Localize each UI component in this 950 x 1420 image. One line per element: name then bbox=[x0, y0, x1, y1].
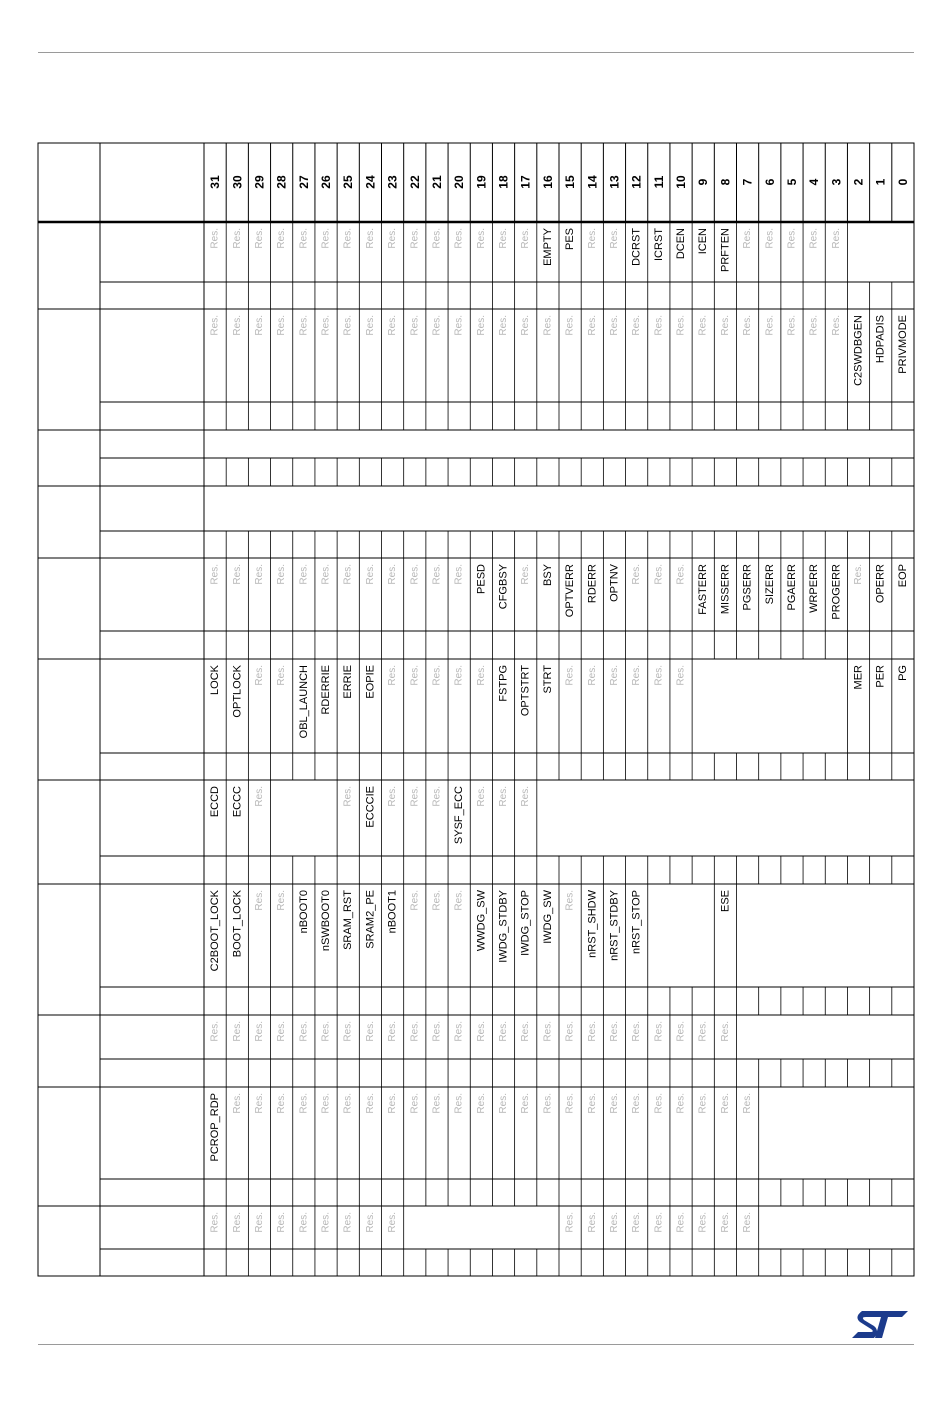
reserved-bit-label: Res. bbox=[453, 1093, 465, 1114]
bit-number: 31 bbox=[208, 175, 223, 189]
reserved-bit-label: Res. bbox=[209, 1021, 221, 1042]
reserved-bit-label: Res. bbox=[764, 315, 776, 336]
reserved-bit-label: Res. bbox=[631, 1093, 643, 1114]
reserved-bit-label: Res. bbox=[298, 228, 310, 249]
field-name: ECCC bbox=[231, 786, 244, 818]
reserved-bit-label: Res. bbox=[342, 315, 354, 336]
field-name: EMPTY bbox=[541, 228, 554, 266]
bit-number: 0 bbox=[895, 178, 910, 186]
field-name: BOOT_LOCK bbox=[231, 890, 244, 958]
bit-number: 15 bbox=[563, 175, 578, 189]
reserved-bit-label: Res. bbox=[320, 315, 332, 336]
bit-number: 17 bbox=[518, 175, 533, 189]
reserved-bit-label: Res. bbox=[675, 1093, 687, 1114]
bit-number: 10 bbox=[674, 175, 689, 189]
reserved-bit-label: Res. bbox=[498, 315, 510, 336]
field-name: PESD bbox=[475, 564, 488, 594]
field-name: SRAM_RST bbox=[342, 890, 355, 950]
reserved-bit-label: Res. bbox=[209, 1212, 221, 1233]
field-name: DCRST bbox=[630, 228, 643, 266]
reserved-bit-label: Res. bbox=[564, 1212, 576, 1233]
bit-number: 8 bbox=[718, 178, 733, 186]
bit-number: 4 bbox=[807, 178, 822, 186]
reserved-bit-label: Res. bbox=[719, 315, 731, 336]
reserved-bit-label: Res. bbox=[431, 665, 443, 686]
reserved-bit-label: Res. bbox=[409, 564, 421, 585]
field-name: PROGERR bbox=[830, 564, 843, 620]
reserved-bit-label: Res. bbox=[231, 1212, 243, 1233]
bit-number: 20 bbox=[452, 175, 467, 189]
field-name: nBOOT1 bbox=[386, 890, 399, 934]
field-name: MISSERR bbox=[719, 564, 732, 615]
field-name: PCROP_RDP bbox=[209, 1093, 222, 1162]
reserved-bit-label: Res. bbox=[409, 315, 421, 336]
field-name: PGSERR bbox=[741, 564, 754, 611]
reserved-bit-label: Res. bbox=[453, 564, 465, 585]
reserved-bit-label: Res. bbox=[276, 564, 288, 585]
bit-number: 14 bbox=[585, 175, 600, 189]
field-name: OPERR bbox=[874, 564, 887, 604]
reserved-bit-label: Res. bbox=[631, 665, 643, 686]
reserved-bit-label: Res. bbox=[431, 228, 443, 249]
field-name: WWDG_SW bbox=[475, 890, 488, 952]
reserved-bit-label: Res. bbox=[475, 665, 487, 686]
bit-number: 29 bbox=[252, 175, 267, 189]
reserved-bit-label: Res. bbox=[808, 228, 820, 249]
reserved-bit-label: Res. bbox=[320, 1212, 332, 1233]
field-name: DCEN bbox=[675, 228, 688, 260]
bit-number: 28 bbox=[274, 175, 289, 189]
reserved-bit-label: Res. bbox=[498, 1093, 510, 1114]
reserved-bit-label: Res. bbox=[387, 228, 399, 249]
reserved-bit-label: Res. bbox=[586, 1212, 598, 1233]
reserved-bit-label: Res. bbox=[298, 1212, 310, 1233]
field-name: PRIVMODE bbox=[896, 315, 909, 374]
reserved-bit-label: Res. bbox=[320, 1021, 332, 1042]
field-name: BSY bbox=[541, 564, 554, 587]
reserved-bit-label: Res. bbox=[253, 786, 265, 807]
reserved-bit-label: Res. bbox=[586, 665, 598, 686]
reserved-bit-label: Res. bbox=[342, 1212, 354, 1233]
reserved-bit-label: Res. bbox=[387, 564, 399, 585]
reserved-bit-label: Res. bbox=[475, 1093, 487, 1114]
reserved-bit-label: Res. bbox=[364, 315, 376, 336]
reserved-bit-label: Res. bbox=[364, 1212, 376, 1233]
reserved-bit-label: Res. bbox=[431, 1021, 443, 1042]
reserved-bit-label: Res. bbox=[697, 1212, 709, 1233]
field-name: RDERRIE bbox=[320, 665, 333, 715]
reserved-bit-label: Res. bbox=[853, 564, 865, 585]
field-name: PER bbox=[874, 665, 887, 688]
field-name: OBL_LAUNCH bbox=[297, 665, 310, 739]
reserved-bit-label: Res. bbox=[653, 564, 665, 585]
reserved-bit-label: Res. bbox=[342, 228, 354, 249]
reserved-bit-label: Res. bbox=[387, 665, 399, 686]
reserved-bit-label: Res. bbox=[231, 315, 243, 336]
reserved-bit-label: Res. bbox=[498, 1021, 510, 1042]
reserved-bit-label: Res. bbox=[608, 665, 620, 686]
reserved-bit-label: Res. bbox=[675, 665, 687, 686]
field-name: WRPERR bbox=[808, 564, 821, 613]
bit-number: 27 bbox=[296, 175, 311, 189]
reserved-bit-label: Res. bbox=[586, 315, 598, 336]
reserved-bit-label: Res. bbox=[608, 315, 620, 336]
reserved-bit-label: Res. bbox=[564, 665, 576, 686]
bit-number: 25 bbox=[341, 175, 356, 189]
reserved-bit-label: Res. bbox=[586, 1021, 598, 1042]
reserved-bit-label: Res. bbox=[675, 1212, 687, 1233]
field-name: ICEN bbox=[697, 228, 710, 255]
field-name: FSTPG bbox=[497, 665, 510, 702]
reserved-bit-label: Res. bbox=[231, 1021, 243, 1042]
reserved-bit-label: Res. bbox=[387, 786, 399, 807]
reserved-bit-label: Res. bbox=[631, 1021, 643, 1042]
reserved-bit-label: Res. bbox=[431, 890, 443, 911]
reserved-bit-label: Res. bbox=[742, 1212, 754, 1233]
reserved-bit-label: Res. bbox=[298, 1021, 310, 1042]
bit-number: 3 bbox=[829, 178, 844, 186]
reserved-bit-label: Res. bbox=[697, 1093, 709, 1114]
reserved-bit-label: Res. bbox=[387, 1093, 399, 1114]
reserved-bit-label: Res. bbox=[409, 1021, 421, 1042]
reserved-bit-label: Res. bbox=[475, 786, 487, 807]
field-name: PGAERR bbox=[785, 564, 798, 611]
field-name: EOP bbox=[896, 564, 909, 588]
reserved-bit-label: Res. bbox=[542, 1021, 554, 1042]
reserved-bit-label: Res. bbox=[697, 1021, 709, 1042]
reserved-bit-label: Res. bbox=[253, 1212, 265, 1233]
reserved-bit-label: Res. bbox=[653, 315, 665, 336]
reserved-bit-label: Res. bbox=[431, 1093, 443, 1114]
reserved-bit-label: Res. bbox=[453, 890, 465, 911]
bit-number: 13 bbox=[607, 175, 622, 189]
reserved-bit-label: Res. bbox=[830, 315, 842, 336]
reserved-bit-label: Res. bbox=[719, 1021, 731, 1042]
bit-number: 7 bbox=[740, 178, 755, 186]
reserved-bit-label: Res. bbox=[320, 1093, 332, 1114]
field-name: SYSF_ECC bbox=[453, 786, 466, 845]
reserved-bit-label: Res. bbox=[253, 564, 265, 585]
bit-number: 23 bbox=[385, 175, 400, 189]
field-name: CFGBSY bbox=[497, 564, 510, 610]
reserved-bit-label: Res. bbox=[675, 315, 687, 336]
reserved-bit-label: Res. bbox=[520, 564, 532, 585]
reserved-bit-label: Res. bbox=[564, 315, 576, 336]
bit-number: 11 bbox=[651, 175, 666, 189]
reserved-bit-label: Res. bbox=[342, 1021, 354, 1042]
reserved-bit-label: Res. bbox=[475, 1021, 487, 1042]
reserved-bit-label: Res. bbox=[742, 1093, 754, 1114]
bit-number: 5 bbox=[784, 178, 799, 186]
reserved-bit-label: Res. bbox=[498, 786, 510, 807]
field-name: PRFTEN bbox=[719, 228, 732, 272]
bit-number: 21 bbox=[429, 175, 444, 189]
reserved-bit-label: Res. bbox=[209, 228, 221, 249]
reserved-bit-label: Res. bbox=[475, 315, 487, 336]
reserved-bit-label: Res. bbox=[431, 315, 443, 336]
field-name: IWDG_SW bbox=[541, 890, 554, 944]
field-name: PES bbox=[564, 228, 577, 251]
reserved-bit-label: Res. bbox=[364, 1021, 376, 1042]
reserved-bit-label: Res. bbox=[409, 1093, 421, 1114]
reserved-bit-label: Res. bbox=[453, 315, 465, 336]
bit-number: 1 bbox=[873, 178, 888, 186]
reserved-bit-label: Res. bbox=[764, 228, 776, 249]
reserved-bit-label: Res. bbox=[253, 1021, 265, 1042]
bit-number: 24 bbox=[363, 175, 378, 189]
reserved-bit-label: Res. bbox=[520, 786, 532, 807]
field-name: ICRST bbox=[652, 228, 665, 261]
reserved-bit-label: Res. bbox=[253, 1093, 265, 1114]
reserved-bit-label: Res. bbox=[453, 228, 465, 249]
field-name: ECCD bbox=[209, 786, 222, 818]
reserved-bit-label: Res. bbox=[653, 1021, 665, 1042]
reserved-bit-label: Res. bbox=[631, 564, 643, 585]
reserved-bit-label: Res. bbox=[564, 890, 576, 911]
field-name: FASTERR bbox=[697, 564, 710, 615]
field-name: RDERR bbox=[586, 564, 599, 604]
field-name: ERRIE bbox=[342, 665, 355, 699]
reserved-bit-label: Res. bbox=[364, 228, 376, 249]
reserved-bit-label: Res. bbox=[564, 1093, 576, 1114]
field-name: OPTLOCK bbox=[231, 665, 244, 718]
reserved-bit-label: Res. bbox=[320, 564, 332, 585]
reserved-bit-label: Res. bbox=[608, 1093, 620, 1114]
reserved-bit-label: Res. bbox=[542, 315, 554, 336]
field-name: EOPIE bbox=[364, 665, 377, 699]
bit-number: 6 bbox=[762, 178, 777, 186]
reserved-bit-label: Res. bbox=[298, 564, 310, 585]
field-name: OPTVERR bbox=[564, 564, 577, 618]
reserved-bit-label: Res. bbox=[320, 228, 332, 249]
st-logo bbox=[852, 1311, 910, 1339]
reserved-bit-label: Res. bbox=[608, 228, 620, 249]
reserved-bit-label: Res. bbox=[276, 228, 288, 249]
reserved-bit-label: Res. bbox=[409, 228, 421, 249]
field-name: ECCCIE bbox=[364, 786, 377, 828]
reserved-bit-label: Res. bbox=[209, 564, 221, 585]
reserved-bit-label: Res. bbox=[608, 1212, 620, 1233]
reserved-bit-label: Res. bbox=[786, 228, 798, 249]
reserved-bit-label: Res. bbox=[209, 315, 221, 336]
reserved-bit-label: Res. bbox=[253, 665, 265, 686]
reserved-bit-label: Res. bbox=[742, 228, 754, 249]
reserved-bit-label: Res. bbox=[786, 315, 798, 336]
reserved-bit-label: Res. bbox=[542, 1093, 554, 1114]
bit-number: 2 bbox=[851, 178, 866, 186]
reserved-bit-label: Res. bbox=[276, 1021, 288, 1042]
reserved-bit-label: Res. bbox=[231, 228, 243, 249]
reserved-bit-label: Res. bbox=[675, 564, 687, 585]
reserved-bit-label: Res. bbox=[631, 315, 643, 336]
reserved-bit-label: Res. bbox=[276, 890, 288, 911]
reserved-bit-label: Res. bbox=[431, 564, 443, 585]
reserved-bit-label: Res. bbox=[364, 1093, 376, 1114]
reserved-bit-label: Res. bbox=[453, 665, 465, 686]
reserved-bit-label: Res. bbox=[276, 1212, 288, 1233]
reserved-bit-label: Res. bbox=[586, 228, 598, 249]
reserved-bit-label: Res. bbox=[564, 1021, 576, 1042]
reserved-bit-label: Res. bbox=[520, 1093, 532, 1114]
reserved-bit-label: Res. bbox=[697, 315, 709, 336]
reserved-bit-label: Res. bbox=[475, 228, 487, 249]
reserved-bit-label: Res. bbox=[276, 1093, 288, 1114]
reserved-bit-label: Res. bbox=[342, 1093, 354, 1114]
field-name: STRT bbox=[541, 665, 554, 694]
reserved-bit-label: Res. bbox=[520, 315, 532, 336]
reserved-bit-label: Res. bbox=[830, 228, 842, 249]
field-name: nRST_SHDW bbox=[586, 890, 599, 958]
reserved-bit-label: Res. bbox=[719, 1093, 731, 1114]
field-name: C2BOOT_LOCK bbox=[209, 890, 222, 972]
field-name: PG bbox=[896, 665, 909, 681]
reserved-bit-label: Res. bbox=[409, 890, 421, 911]
reserved-bit-label: Res. bbox=[653, 1212, 665, 1233]
field-name: MER bbox=[852, 665, 865, 690]
field-name: nRST_STDBY bbox=[608, 890, 621, 961]
reserved-bit-label: Res. bbox=[520, 228, 532, 249]
bit-number: 30 bbox=[230, 175, 245, 189]
bit-number: 18 bbox=[496, 175, 511, 189]
reserved-bit-label: Res. bbox=[675, 1021, 687, 1042]
reserved-bit-label: Res. bbox=[653, 1093, 665, 1114]
reserved-bit-label: Res. bbox=[520, 1021, 532, 1042]
reserved-bit-label: Res. bbox=[608, 1021, 620, 1042]
reserved-bit-label: Res. bbox=[431, 786, 443, 807]
reserved-bit-label: Res. bbox=[719, 1212, 731, 1233]
reserved-bit-label: Res. bbox=[808, 315, 820, 336]
reserved-bit-label: Res. bbox=[253, 315, 265, 336]
field-name: HDPADIS bbox=[874, 315, 887, 364]
reserved-bit-label: Res. bbox=[342, 786, 354, 807]
field-name: nRST_STOP bbox=[630, 890, 643, 954]
field-name: SIZERR bbox=[763, 564, 776, 605]
field-name: IWDG_STDBY bbox=[497, 890, 510, 963]
reserved-bit-label: Res. bbox=[498, 228, 510, 249]
reserved-bit-label: Res. bbox=[387, 1021, 399, 1042]
bit-number: 19 bbox=[474, 175, 489, 189]
reserved-bit-label: Res. bbox=[253, 890, 265, 911]
reserved-bit-label: Res. bbox=[387, 1212, 399, 1233]
field-name: OPTNV bbox=[608, 564, 621, 602]
reserved-bit-label: Res. bbox=[742, 315, 754, 336]
bit-number: 9 bbox=[696, 178, 711, 186]
field-name: ESE bbox=[719, 890, 732, 913]
reserved-bit-label: Res. bbox=[231, 1093, 243, 1114]
reserved-bit-label: Res. bbox=[631, 1212, 643, 1233]
reserved-bit-label: Res. bbox=[409, 665, 421, 686]
reserved-bit-label: Res. bbox=[298, 1093, 310, 1114]
bit-number: 22 bbox=[407, 175, 422, 189]
reserved-bit-label: Res. bbox=[653, 665, 665, 686]
field-name: nBOOT0 bbox=[297, 890, 310, 934]
field-name: nSWBOOT0 bbox=[320, 890, 333, 952]
reserved-bit-label: Res. bbox=[387, 315, 399, 336]
reserved-bit-label: Res. bbox=[453, 1021, 465, 1042]
bit-number: 26 bbox=[319, 175, 334, 189]
field-name: OPTSTRT bbox=[519, 665, 532, 717]
reserved-bit-label: Res. bbox=[276, 665, 288, 686]
reserved-bit-label: Res. bbox=[298, 315, 310, 336]
field-name: SRAM2_PE bbox=[364, 890, 377, 949]
reserved-bit-label: Res. bbox=[409, 786, 421, 807]
bit-number: 12 bbox=[629, 175, 644, 189]
reserved-bit-label: Res. bbox=[276, 315, 288, 336]
field-name: C2SWDBGEN bbox=[852, 315, 865, 386]
reserved-bit-label: Res. bbox=[253, 228, 265, 249]
bit-number: 16 bbox=[540, 175, 555, 189]
reserved-bit-label: Res. bbox=[364, 564, 376, 585]
reserved-bit-label: Res. bbox=[231, 564, 243, 585]
reserved-bit-label: Res. bbox=[342, 564, 354, 585]
field-name: LOCK bbox=[209, 665, 222, 695]
field-name: IWDG_STOP bbox=[519, 890, 532, 956]
reserved-bit-label: Res. bbox=[586, 1093, 598, 1114]
